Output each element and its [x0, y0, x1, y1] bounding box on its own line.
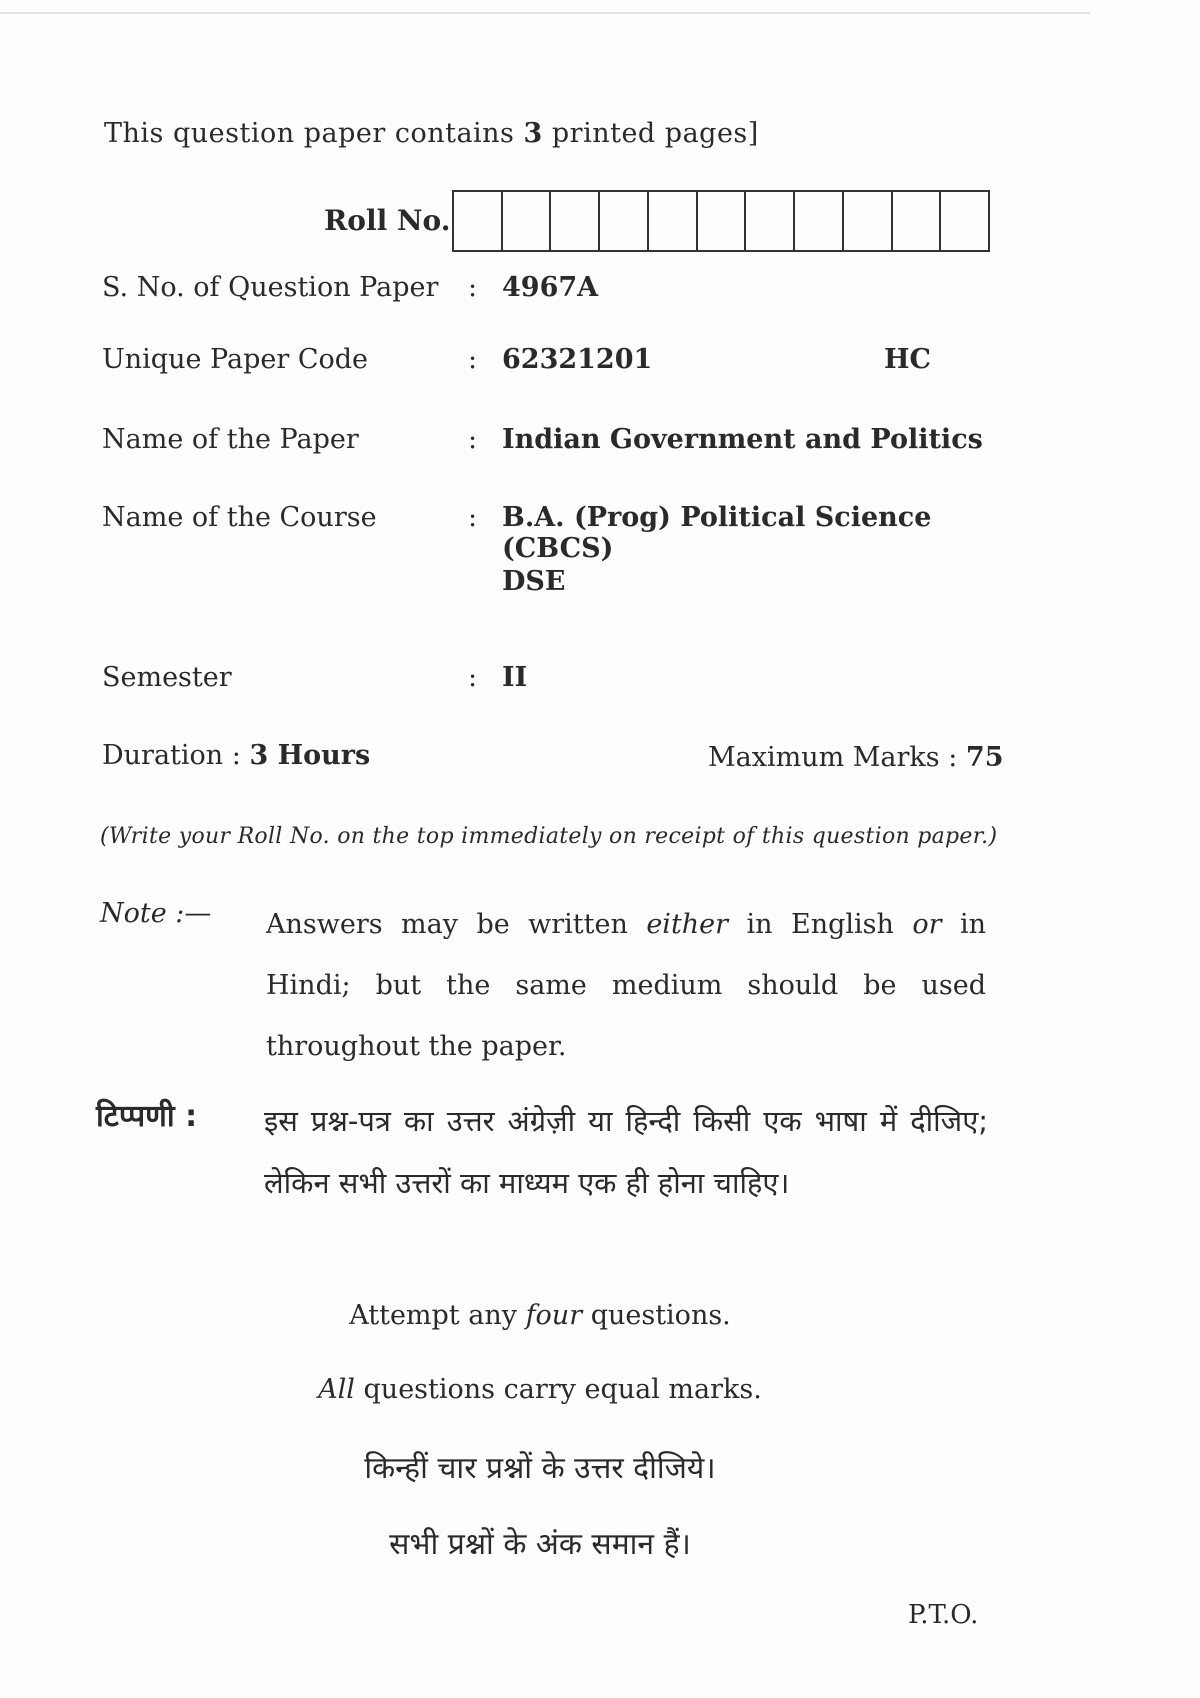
- field-value: 4967A: [502, 272, 599, 303]
- hindi-equal-marks-instruction: सभी प्रश्नों के अंक समान हैं।: [389, 1527, 691, 1562]
- roll-number-cell[interactable]: [746, 192, 795, 250]
- roll-number-instruction: (Write your Roll No. on the top immediately on receipt of this question paper.): [100, 824, 998, 849]
- field-row-course-name: Name of the Course : B.A. (Prog) Political Science (CBCS): [102, 502, 1002, 542]
- hindi-note-label: टिप्पणी :: [96, 1099, 198, 1134]
- field-row-semester: Semester : II: [102, 662, 528, 693]
- roll-number-cell[interactable]: [551, 192, 600, 250]
- roll-number-cell[interactable]: [600, 192, 649, 250]
- equal-marks-instruction: All questions carry equal marks.: [318, 1374, 762, 1405]
- roll-number-cell[interactable]: [941, 192, 988, 250]
- roll-number-cell[interactable]: [503, 192, 552, 250]
- maximum-marks: Maximum Marks : 75: [708, 742, 1004, 773]
- field-label: S. No. of Question Paper: [102, 272, 439, 303]
- roll-number-label: Roll No.: [324, 204, 451, 237]
- duration: Duration : 3 Hours: [102, 740, 371, 771]
- roll-number-cell[interactable]: [795, 192, 844, 250]
- field-row-course-type: [102, 566, 1002, 606]
- roll-number-cell[interactable]: [649, 192, 698, 250]
- scan-edge-line: [0, 12, 1090, 14]
- roll-number-cell[interactable]: [893, 192, 942, 250]
- field-value: Indian Government and Politics: [502, 424, 983, 455]
- note-label: Note :—: [100, 898, 212, 929]
- field-label: Unique Paper Code: [102, 344, 368, 375]
- field-label: Semester: [102, 662, 232, 693]
- page-count-header: This question paper contains 3 printed pages]: [104, 118, 759, 149]
- field-value: II: [502, 662, 528, 693]
- field-value: B.A. (Prog) Political Science (CBCS): [502, 502, 932, 564]
- roll-number-cell[interactable]: [454, 192, 503, 250]
- field-value: DSE: [502, 566, 566, 597]
- roll-number-boxes[interactable]: [452, 190, 990, 252]
- roll-number-cell[interactable]: [844, 192, 893, 250]
- note-text: Answers may be written either in English or in Hindi; but the same medium should be used throughout the paper.: [266, 909, 986, 1062]
- field-row-serial-number: S. No. of Question Paper : 4967A: [102, 272, 599, 303]
- field-row-paper-name: Name of the Paper : Indian Government and Politics: [102, 424, 983, 455]
- field-label: Name of the Course: [102, 502, 377, 533]
- field-extra: HC: [884, 344, 931, 375]
- field-label: Name of the Paper: [102, 424, 359, 455]
- hindi-attempt-instruction: किन्हीं चार प्रश्नों के उत्तर दीजिये।: [364, 1451, 716, 1486]
- field-row-paper-code: Unique Paper Code : 62321201 HC: [102, 344, 931, 375]
- hindi-note-text: इस प्रश्न-पत्र का उत्तर अंग्रेज़ी या हिन्दी किसी एक भाषा में दीजिए; लेकिन सभी उत्तरों का माध्यम एक ही होना चाहिए।: [264, 1104, 988, 1200]
- roll-number-cell[interactable]: [698, 192, 747, 250]
- attempt-instruction: Attempt any four questions.: [349, 1300, 731, 1331]
- page-turn-over: P.T.O.: [908, 1600, 979, 1630]
- field-value: 62321201: [502, 344, 653, 375]
